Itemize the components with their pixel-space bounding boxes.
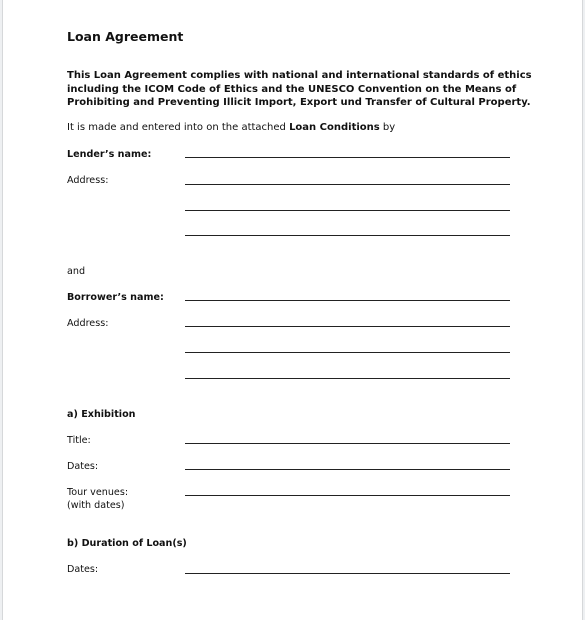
intro-line: Prohibiting and Preventing Illicit Import, Export und Transfer of Cultural Property. [67, 97, 531, 108]
borrower-address-label: Address: [67, 318, 109, 329]
duration-dates-field[interactable] [185, 573, 510, 574]
exhibition-title-label: Title: [67, 435, 91, 446]
lender-name-label: Lender’s name: [67, 149, 152, 160]
tour-venues-label: Tour venues: [67, 487, 129, 498]
section-duration-heading: b) Duration of Loan(s) [67, 538, 187, 549]
made-suffix: by [379, 122, 396, 133]
and-text: and [67, 266, 86, 277]
borrower-address-field-1[interactable] [185, 326, 510, 327]
lender-address-field-3[interactable] [185, 235, 510, 236]
with-dates-label: (with dates) [67, 500, 125, 511]
lender-address-field-2[interactable] [185, 210, 510, 211]
intro-line: This Loan Agreement complies with national and international standards of ethics [67, 70, 532, 81]
lender-address-label: Address: [67, 175, 109, 186]
tour-venues-field[interactable] [185, 495, 510, 496]
document-page [2, 0, 583, 620]
loan-conditions-text: Loan Conditions [289, 122, 380, 133]
borrower-address-field-2[interactable] [185, 352, 510, 353]
made-statement [67, 122, 395, 133]
borrower-name-label: Borrower’s name: [67, 292, 164, 303]
document-title: Loan Agreement [67, 29, 184, 44]
borrower-name-field[interactable] [185, 300, 510, 301]
exhibition-dates-label: Dates: [67, 461, 99, 472]
lender-name-field[interactable] [185, 157, 510, 158]
exhibition-dates-field[interactable] [185, 469, 510, 470]
made-prefix: It is made and entered into on the attached [67, 122, 290, 133]
duration-dates-label: Dates: [67, 564, 99, 575]
lender-address-field-1[interactable] [185, 184, 510, 185]
section-exhibition-heading: a) Exhibition [67, 409, 136, 420]
exhibition-title-field[interactable] [185, 443, 510, 444]
borrower-address-field-3[interactable] [185, 378, 510, 379]
intro-line: including the ICOM Code of Ethics and the UNESCO Convention on the Means of [67, 83, 517, 95]
intro-paragraph [67, 69, 532, 110]
